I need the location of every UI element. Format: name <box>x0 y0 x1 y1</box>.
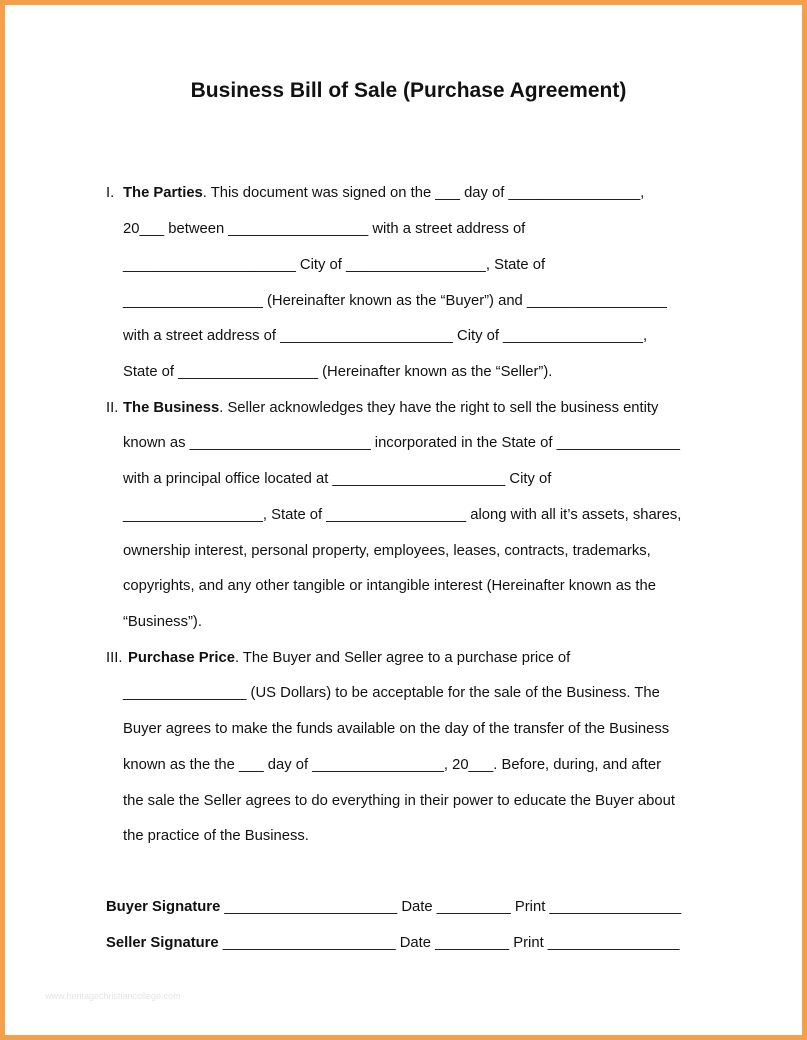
section-parties-line-4: _________________ (Hereinafter known as the “Buyer”) and _________________ <box>123 293 667 309</box>
section-numeral: II. <box>106 400 119 416</box>
section-price-line-5: the sale the Seller agrees to do everything in their power to educate the Buyer about <box>123 793 675 809</box>
section-parties-line-1 <box>106 183 644 203</box>
section-heading: The Parties <box>123 185 203 201</box>
section-business-line-3: with a principal office located at _____________________ City of <box>123 471 552 487</box>
section-numeral: III. <box>106 650 123 666</box>
section-parties-line-6: State of _________________ (Hereinafter known as the “Seller”). <box>123 364 553 380</box>
section-parties-line-2: 20___ between _________________ with a street address of <box>123 221 526 237</box>
section-heading: The Business <box>123 400 220 416</box>
watermark: www.heritagechristiancollege.com <box>45 991 181 1001</box>
section-business-line-4: _________________, State of _________________ along with all it’s assets, shares, <box>123 507 682 523</box>
section-text: . The Buyer and Seller agree to a purchase price of <box>234 650 571 666</box>
section-parties-line-5: with a street address of _____________________ City of _________________, <box>123 328 648 344</box>
seller-signature-line <box>106 933 679 953</box>
section-price-line-4: known as the the ___ day of ________________, 20___. Before, during, and after <box>123 757 662 773</box>
seller-signature-fields: _____________________ Date _________ Print ________________ <box>218 935 680 951</box>
section-text: . Seller acknowledges they have the right to sell the business entity <box>219 400 659 416</box>
section-parties-line-3: _____________________ City of _________________, State of <box>123 257 546 273</box>
section-business-line-7: “Business”). <box>123 614 202 630</box>
section-price-line-6: the practice of the Business. <box>123 828 309 844</box>
section-business-line-1 <box>106 398 658 418</box>
section-numeral: I. <box>106 185 115 201</box>
section-price-line-3: Buyer agrees to make the funds available on the day of the transfer of the Business <box>123 721 670 737</box>
section-price-line-2: _______________ (US Dollars) to be acceptable for the sale of the Business. The <box>123 685 660 701</box>
section-text: . This document was signed on the ___ day of ________________, <box>202 185 645 201</box>
buyer-signature-label: Buyer Signature <box>106 899 221 915</box>
section-business-line-6: copyrights, and any other tangible or intangible interest (Hereinafter known as the <box>123 578 656 594</box>
seller-signature-label: Seller Signature <box>106 935 219 951</box>
section-business-line-2: known as ______________________ incorporated in the State of _______________ <box>123 435 681 451</box>
section-heading: Purchase Price <box>128 650 235 666</box>
buyer-signature-fields: _____________________ Date _________ Print ________________ <box>220 899 682 915</box>
buyer-signature-line <box>106 897 681 917</box>
section-price-line-1 <box>106 648 570 668</box>
section-business-line-5: ownership interest, personal property, employees, leases, contracts, trademarks, <box>123 543 651 559</box>
document-title: Business Bill of Sale (Purchase Agreement) <box>190 79 627 102</box>
